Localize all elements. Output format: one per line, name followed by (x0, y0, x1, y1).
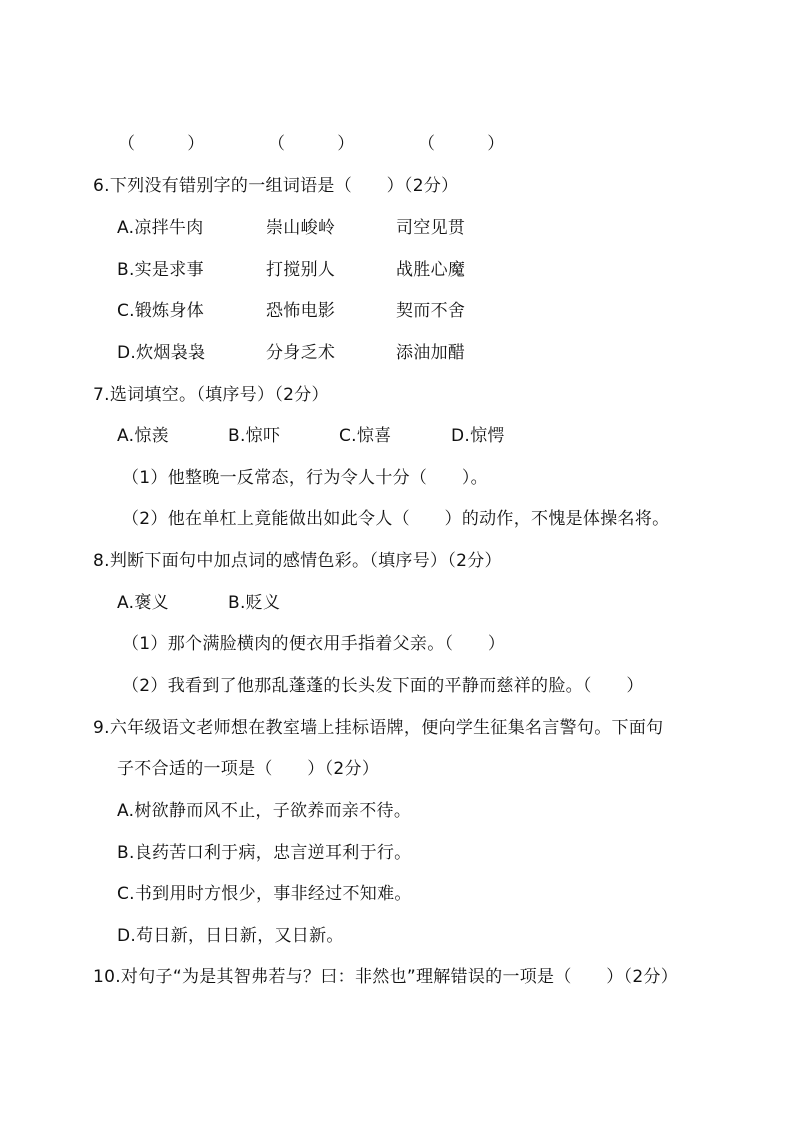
q8-item-2: （2）我看到了他那乱蓬蓬的长头发下面的平静而慈祥的脸。（ ） (122, 676, 644, 696)
q8-item-1: （1）那个满脸横肉的便衣用手指着父亲。（ ） (122, 634, 506, 654)
q6-option-c-word1: C.锻炼身体 (117, 301, 205, 321)
answer-blank-3: （ ） (418, 134, 505, 154)
q6-option-d-word2: 分身乏术 (266, 343, 336, 363)
q7-choice-d: D.惊愕 (451, 426, 505, 446)
q7-choice-a: A.惊羡 (117, 426, 169, 446)
question-6-stem: 6.下列没有错别字的一组词语是（ ）（2分） (93, 176, 459, 196)
q6-option-d-word3: 添油加醋 (396, 343, 466, 363)
question-8-stem: 8.判断下面句中加点词的感情色彩。（填序号）（2分） (93, 551, 502, 571)
q6-option-b-word2: 打搅别人 (266, 260, 336, 280)
q9-option-d: D.苟日新，日日新，又日新。 (117, 926, 344, 946)
q9-option-a: A.树欲静而风不止，子欲养而亲不待。 (117, 801, 412, 821)
question-9-stem-line1: 9.六年级语文老师想在教室墙上挂标语牌，便向学生征集名言警句。下面句 (93, 718, 664, 738)
answer-blank-2: （ ） (268, 134, 355, 154)
q6-option-a-word3: 司空见贯 (396, 218, 466, 238)
q7-choice-c: C.惊喜 (339, 426, 392, 446)
q9-option-b: B.良药苦口利于病，忠言逆耳利于行。 (117, 843, 412, 863)
q7-item-1: （1）他整晚一反常态，行为令人十分（ ）。 (122, 468, 488, 488)
q7-item-2: （2）他在单杠上竟能做出如此令人（ ）的动作，不愧是体操名将。 (122, 509, 670, 529)
q6-option-a-word1: A.凉拌牛肉 (117, 218, 204, 238)
q6-option-b-word1: B.实是求事 (117, 260, 204, 280)
q8-choice-a: A.褒义 (117, 593, 169, 613)
question-9-stem-line2: 子不合适的一项是（ ）（2分） (117, 759, 380, 779)
question-7-stem: 7.选词填空。（填序号）（2分） (93, 385, 329, 405)
q6-option-c-word3: 契而不舍 (396, 301, 466, 321)
q6-option-b-word3: 战胜心魔 (396, 260, 466, 280)
q6-option-c-word2: 恐怖电影 (266, 301, 336, 321)
q6-option-a-word2: 崇山峻岭 (266, 218, 336, 238)
q6-option-d-word1: D.炊烟袅袅 (117, 343, 206, 363)
answer-blank-1: （ ） (118, 134, 205, 154)
q8-choice-b: B.贬义 (228, 593, 281, 613)
q7-choice-b: B.惊吓 (228, 426, 281, 446)
q9-option-c: C.书到用时方恨少，事非经过不知难。 (117, 884, 412, 904)
question-10-stem: 10.对句子“为是其智弗若与？曰：非然也”理解错误的一项是（ ）（2分） (93, 967, 679, 987)
